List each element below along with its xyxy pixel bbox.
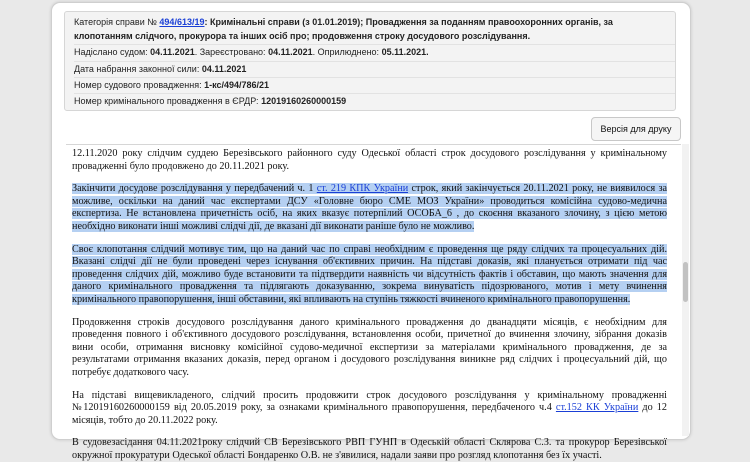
law-link-cc-152[interactable]: ст.152 КК України xyxy=(555,402,639,414)
paragraph-4: Продовження строків досудового розслідування даного кримінального провадження до дванадцяти місяців, є необхідним для проведення повного і об'єктивного досудового розслідування, встановлення особи, причетної до вчинення злочину, зібрання доказів вини особи, отримання висновку комісійної судово-медичної експертизи за матеріалами кримінального провадження, де за результатами отримання вказаних доказів, перед органом і досудового розслідування виникне ряд слідчих і процесуальний дій, що потребує додаткового часу. xyxy=(72,316,667,378)
registered-label: . Зареєстровано: xyxy=(194,47,266,58)
published-date: 05.11.2021 xyxy=(381,47,427,58)
criminal-case-number: 12019160260000159 xyxy=(261,96,347,107)
case-info-panel xyxy=(64,11,676,111)
case-category-row xyxy=(74,15,675,43)
court-case-number: 1-кс/494/786/21 xyxy=(204,79,270,90)
sent-date: 04.11.2021 xyxy=(150,47,195,58)
criminal-case-row xyxy=(74,94,675,108)
sent-label: Надіслано судом: xyxy=(74,47,148,58)
dates-row: Надіслано судом: 04.11.2021. Зареєстровано: 04.11.2021. Оприлюднено: 05.11.2021. xyxy=(74,47,429,58)
effective-date-row xyxy=(74,62,675,76)
document-scrollbar[interactable] xyxy=(682,144,689,436)
paragraph-5: На підставі вищевикладеного, слідчий просить продовжити строк досудового розслідування у кримінальному провадженні №12019160260000159 від 20.05.2019 року, за ознаками кримінального правопорушення, передбаченого ч.4 ст.152 КК України до 12 місяців, тобто до 20.11.2022 року. xyxy=(72,389,667,426)
scrollbar-thumb[interactable] xyxy=(683,262,688,302)
registered-date: 04.11.2021 xyxy=(268,47,313,58)
effective-label: Дата набрання законної сили: xyxy=(74,63,200,74)
paragraph-6: В судовезасідання 04.11.2021року слідчий СВ Березівського РВП ГУНП в Одеській області Склярова С.З. та прокурор Березівської окружної прокуратури Одеської області Бондаренко О.В. не з'явилися, надали заяви про розгляд клопотання без їх участі. xyxy=(72,437,667,461)
published-label: . Оприлюднено: xyxy=(312,47,380,58)
law-link-cpc-219[interactable]: ст. 219 КПК України xyxy=(316,183,409,195)
criminal-case-label: Номер кримінального провадження в ЄРДР: xyxy=(74,96,259,107)
document-window xyxy=(51,2,691,461)
effective-date: 04.11.2021 xyxy=(201,63,247,74)
paragraph-3: Своє клопотання слідчий мотивує тим, що на даний час по справі необхідним є проведення ще ряду слідчих та процесуальних дій. Вказані слідчі дії не були проведені через існування об'єктивних причин. На підставі доказів, які планується отримати під час проведення слідчих дій, можливо буде встановити та підтвердити наявність чи відсутність фактів і обставин, що мають значення для даного кримінального провадження та підлягають доказуванню, зокрема винуватість підозрюваного, мотив і мету вчинення кримінального правопорушення, інші обставини, які впливають на ступінь тяжкості вчиненого кримінального правопорушення. xyxy=(72,243,667,305)
print-version-button[interactable]: Версія для друку xyxy=(591,117,681,141)
category-label: Категорія справи № xyxy=(74,17,157,27)
court-case-row xyxy=(74,78,675,92)
document-text xyxy=(66,144,681,461)
paragraph-2: Закінчити досудове розслідування у передбачений ч. 1 ст. 219 КПК України строк, який закінчується 20.11.2021 року, не виявилося за можливе, оскільки на даний час експертами ДСУ «Головне бюро СМЕ МОЗ України» проводиться комісійна судово-медична експертиза. Не встановлена причетність осіб, на яких вказує потерпілий ОСОБА_6 , до скоєння вказаного злочину, з цією метою необхідно виконати інші можливі слідчі дії, де вказані дії виконати раніше було не можливо. xyxy=(72,183,667,232)
paragraph-1: 12.11.2020 року слідчим суддею Березівського районного суду Одеської області строк досудового розслідування у кримінальному провадженні було продовжено до 20.11.2021 року. xyxy=(72,148,667,172)
category-value: : Кримінальні справи (з 01.01.2019); Провадження за поданням правоохоронних органів, за клопотанням слідчого, прокурора та інших осіб про; продовження строку досудового розслідування. xyxy=(74,17,613,42)
case-number-link[interactable]: 494/613/19 xyxy=(159,17,205,27)
court-case-label: Номер судового провадження: xyxy=(74,79,202,90)
